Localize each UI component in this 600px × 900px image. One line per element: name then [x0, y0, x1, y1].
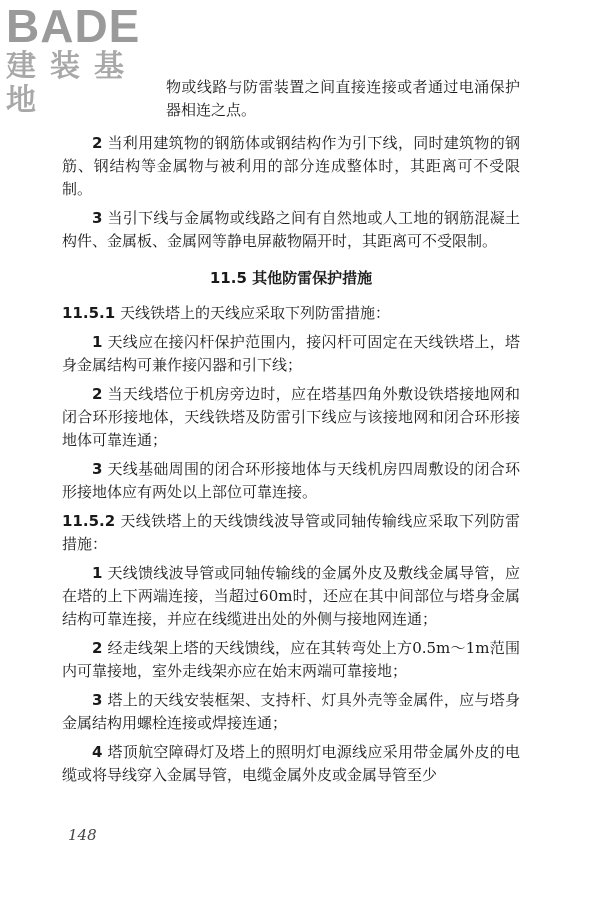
item-text: 当利用建筑物的钢筋体或钢结构作为引下线，同时建筑物的钢筋、钢结构等金属物与被利用的部分连成整体时，其距离可不受限制。: [62, 134, 520, 198]
continuation-text: 物或线路与防雷装置之间直接连接或者通过电涌保护器相连之点。: [166, 78, 520, 119]
item-text: 天线基础周围的闭合环形接地体与天线机房四周敷设的闭合环形接地体应有两处以上部位可靠连接。: [62, 460, 520, 501]
clause-number: 11.5.2: [62, 512, 116, 530]
clause-text: 天线铁塔上的天线馈线波导管或同轴传输线应采取下列防雷措施：: [62, 512, 520, 553]
item-text: 天线馈线波导管或同轴传输线的金属外皮及敷线金属导管，应在塔的上下两端连接，当超过60m时，还应在其中间部位与塔身金属结构可靠连接，并应在线缆进出处的外侧与接地网连通；: [62, 564, 520, 628]
section-title: 11.5 其他防雷保护措施: [209, 269, 373, 287]
item-text: 塔上的天线安装框架、支持杆、灯具外壳等金属件，应与塔身金属结构用螺栓连接或焊接连通；: [62, 691, 520, 732]
list-item: [62, 637, 520, 683]
clause-heading: [62, 510, 520, 556]
item-number: 3: [92, 460, 103, 478]
item-text: 当引下线与金属物或线路之间有自然地或人工地的钢筋混凝土构件、金属板、金属网等静电屏蔽物隔开时，其距离可不受限制。: [62, 209, 520, 250]
item-number: 2: [92, 639, 103, 657]
item-number: 1: [92, 333, 103, 351]
list-item: [62, 458, 520, 504]
list-item: [62, 207, 520, 253]
item-number: 4: [92, 743, 103, 761]
list-item: [62, 383, 520, 452]
logo-brand: BADE: [6, 0, 141, 52]
clause-number: 11.5.1: [62, 304, 116, 322]
item-number: 3: [92, 691, 103, 709]
page-number: 148: [68, 826, 97, 844]
item-text: 天线应在接闪杆保护范围内，接闪杆可固定在天线铁塔上，塔身金属结构可兼作接闪器和引下线；: [62, 333, 520, 374]
item-number: 1: [92, 564, 103, 582]
list-item: [62, 562, 520, 631]
item-text: 经走线架上塔的天线馈线，应在其转弯处上方0.5m～1m范围内可靠接地，室外走线架亦应在始末两端可靠接地；: [62, 639, 520, 680]
item-number: 2: [92, 134, 103, 152]
list-item: [62, 132, 520, 201]
clause-text: 天线铁塔上的天线应采取下列防雷措施：: [119, 304, 390, 322]
logo-subtitle: 建装基地: [6, 49, 138, 118]
item-text: 塔顶航空障碍灯及塔上的照明灯电源线应采用带金属外皮的电缆或将导线穿入金属导管，电缆金属外皮或金属导管至少: [62, 743, 520, 784]
item-text: 当天线塔位于机房旁边时，应在塔基四角外敷设铁塔接地网和闭合环形接地体，天线铁塔及防雷引下线应与该接地网和闭合环形接地体可靠连通；: [62, 385, 520, 449]
list-item: [62, 689, 520, 735]
clause-heading: [62, 302, 520, 325]
item-number: 3: [92, 209, 103, 227]
item-number: 2: [92, 385, 103, 403]
list-item: [62, 741, 520, 787]
list-item: [62, 331, 520, 377]
page-body: [62, 76, 520, 793]
